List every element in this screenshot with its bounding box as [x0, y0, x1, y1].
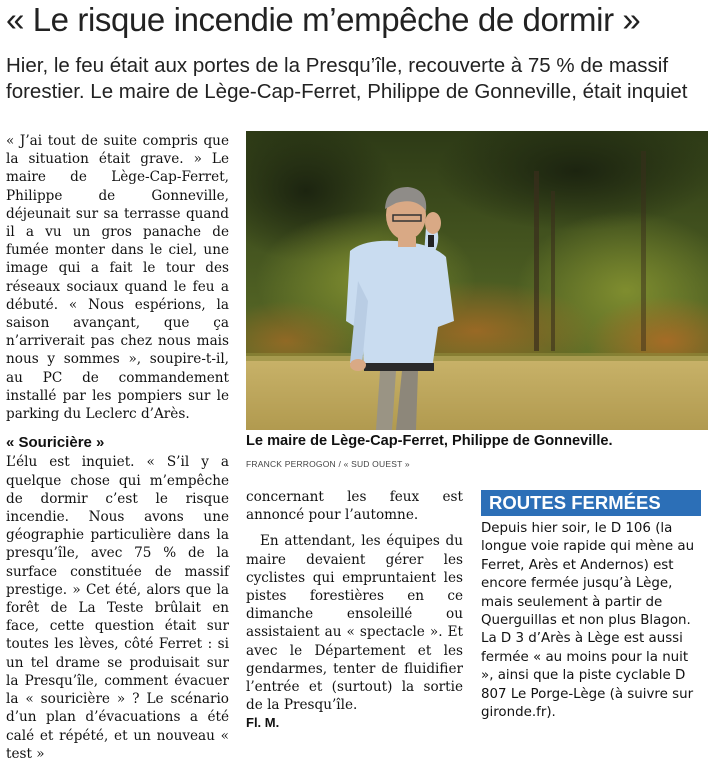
sidebar-body: Depuis hier soir, le D 106 (la longue voie rapide qui mène au Ferret, Arès et Andernos) est encore fermée jusqu’à Lège, mais seulement à partir de Querguillas et non plus Blagon. La D 3 d’Arès à Lège est aussi fermée « au moins pour la nuit », ainsi que la piste cyclable D 807 Le Porge-Lège (à suivre sur gironde.fr). [481, 521, 695, 721]
paragraph-souriciere: L’élu est inquiet. « S’il y a quelque chose qui m’empêche de dormir c’est le risque incendie. Nous avons une géographie particulière dans la presqu’île, avec 75 % de la surface constituée de massif prestige. » Cet été, alors que la forêt de La Teste brûlait en face, cette question était sur toutes les lèves, côté Ferret : si un tel drame se produisait sur la Presqu’île, comment évacuer la « souricière » ? Le scénario d’un plan d’évacuations a été calé et répété, et un nouveau « test » [6, 454, 229, 762]
deck: Hier, le feu était aux portes de la Presqu’île, recouverte à 75 % de massif forestier. Le maire de Lège-Cap-Ferret, Philippe de Gonneville, était inquiet [6, 54, 688, 103]
sidebar-title: ROUTES FERMÉES [481, 490, 701, 516]
headline: « Le risque incendie m’empêche de dormir » [6, 1, 641, 38]
paragraph-continued: concernant les feux est annoncé pour l’automne. [246, 489, 463, 524]
article-column-1 [6, 132, 229, 763]
subheading: « Souricière » [6, 434, 105, 452]
author-signature: Fl. M. [246, 715, 280, 731]
photo-mayor [246, 131, 708, 430]
photo-caption: Le maire de Lège-Cap-Ferret, Philippe de Gonneville. [246, 433, 613, 449]
paragraph-en-attendant: En attendant, les équipes du maire devaient gérer les cyclistes qui empruntaient les pistes forestières en ce dimanche ensoleillé ou assistaient au « spectacle ». Et avec le Département et les gendarmes, tenter de fluidifier l’entrée et (surtout) la sortie de la Presqu’île. [246, 533, 463, 714]
photo-credit: FRANCK PERROGON / « SUD OUEST » [246, 459, 410, 469]
article-column-2 [246, 488, 463, 733]
paragraph-intro: « J’ai tout de suite compris que la situation était grave. » Le maire de Lège-Cap-Ferret, Philippe de Gonneville, déjeunait sur sa terrasse quand il a vu un gros panache de fumée monter dans le ciel, une image qui a fait le tour des réseaux sociaux quand le feu a débuté. « Nous espérions, la saison avançant, que ça n’arriverait pas chez nous mais nous y sommes », soupire-t-il, au PC de commandement installé par les pompiers sur le parking du Leclerc d’Arès. [6, 133, 229, 423]
